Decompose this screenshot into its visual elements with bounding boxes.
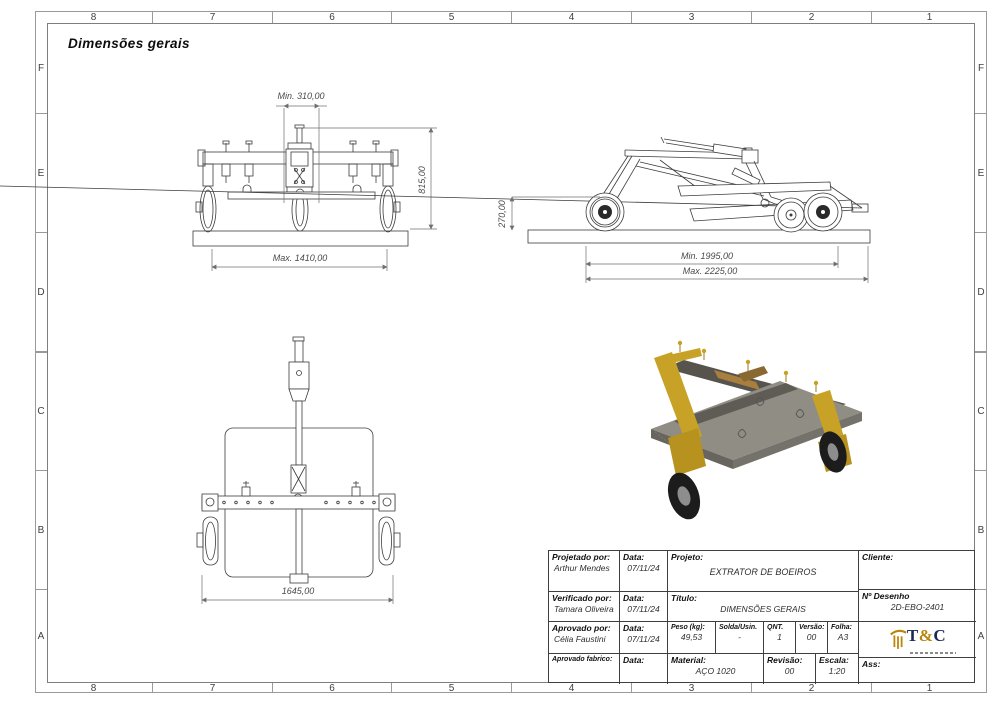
column-icon <box>889 627 907 651</box>
qnt-label: QNT. <box>767 624 784 631</box>
grid-col-label-top: 6 <box>273 11 392 23</box>
titulo-label: Título: <box>671 593 697 603</box>
peso-label: Peso (kg): <box>671 624 705 631</box>
grid-row-label-right: F <box>975 23 987 114</box>
fabrico-label: Aprovado fabrico: <box>552 656 613 663</box>
title-block <box>548 550 975 683</box>
qnt-value: 1 <box>777 632 782 643</box>
grid-col-label-bottom: 4 <box>512 683 632 693</box>
solda-value: - <box>738 632 741 643</box>
data-label: Data: <box>623 593 645 603</box>
grid-col-label-top: 4 <box>512 11 632 23</box>
dim-top-bottom: 1645,00 <box>281 586 315 596</box>
grid-col-label-top: 7 <box>153 11 273 23</box>
grid-col-label-top: 5 <box>392 11 512 23</box>
grid-row-label-left: D <box>35 233 47 352</box>
grid-col-label-bottom: 2 <box>752 683 872 693</box>
projetado-data: 07/11/24 <box>627 562 660 573</box>
data-label: Data: <box>623 655 645 665</box>
grid-col-label-bottom: 1 <box>926 682 933 694</box>
projetado-label: Projetado por: <box>552 552 611 562</box>
logo-ampersand: & <box>918 626 934 645</box>
escala-label: Escala: <box>819 655 849 665</box>
grid-row-label-right: A <box>977 631 985 642</box>
titulo-value: DIMENSÕES GERAIS <box>720 603 806 614</box>
material-label: Material: <box>671 655 706 665</box>
grid-col-label-bottom: 6 <box>273 683 392 693</box>
grid-row-label-right: E <box>975 114 987 233</box>
logo-cell <box>858 621 976 657</box>
dim-front-top: Min. 310,00 <box>277 91 325 101</box>
dim-side-left: 270,00 <box>497 200 507 228</box>
desenho-label: Nº Desenho <box>862 591 910 601</box>
iso-view <box>651 341 862 524</box>
grid-row-label-right: B <box>975 471 987 590</box>
desenho-value: 2D-EBO-2401 <box>890 601 945 612</box>
grid-col-label-bottom: 3 <box>632 683 752 693</box>
top-view <box>197 337 400 604</box>
grid-col-label-top: 2 <box>752 11 872 23</box>
front-dimensions <box>212 91 437 271</box>
grid-row-label-left: E <box>35 114 47 233</box>
grid-col-label-bottom: 8 <box>35 683 153 693</box>
data-label: Data: <box>623 623 645 633</box>
aprovado-value: Célia Faustini <box>554 633 606 644</box>
grid-row-label-left: A <box>37 631 45 642</box>
verificado-value: Tamara Oliveira <box>554 603 614 614</box>
grid-row-label-left: C <box>35 352 47 471</box>
projeto-label: Projeto: <box>671 552 704 562</box>
grid-col-label-top: 1 <box>926 11 933 23</box>
cliente-label: Cliente: <box>862 552 894 562</box>
grid-col-label-top: 8 <box>35 11 153 23</box>
material-value: AÇO 1020 <box>695 665 736 676</box>
grid-col-label-bottom: 5 <box>392 683 512 693</box>
projetado-value: Arthur Mendes <box>554 562 610 573</box>
escala-value: 1:20 <box>828 665 846 676</box>
ass-label: Ass: <box>862 659 881 669</box>
aprovado-label: Aprovado por: <box>552 623 611 633</box>
aprovado-data: 07/11/24 <box>627 633 660 644</box>
logo-letter-t: T <box>906 626 919 645</box>
grid-col-label-bottom: 7 <box>153 683 273 693</box>
logo-subtext <box>910 652 956 654</box>
front-view <box>193 91 437 271</box>
logo-letter-c: C <box>933 626 947 645</box>
folha-value: A3 <box>837 632 849 643</box>
solda-label: Solda/Usin. <box>719 624 758 631</box>
grid-row-label-right: D <box>975 233 987 352</box>
projeto-value: EXTRATOR DE BOEIROS <box>709 566 817 577</box>
peso-value: 49,53 <box>680 632 703 643</box>
grid-row-label-right: C <box>975 352 987 471</box>
revisao-label: Revisão: <box>767 655 803 665</box>
grid-row-label-left: B <box>35 471 47 590</box>
verificado-label: Verificado por: <box>552 593 612 603</box>
company-logo <box>862 627 973 651</box>
page-title: Dimensões gerais <box>68 36 190 51</box>
folha-label: Folha: <box>831 624 852 631</box>
versao-label: Versão: <box>799 624 825 631</box>
grid-row-label-left: F <box>35 23 47 114</box>
grid-col-label-top: 3 <box>632 11 752 23</box>
dim-side-min: Min. 1995,00 <box>680 251 734 261</box>
side-view <box>0 137 870 283</box>
dim-side-max: Max. 2225,00 <box>682 266 738 276</box>
verificado-data: 07/11/24 <box>627 603 660 614</box>
data-label: Data: <box>623 552 645 562</box>
dim-front-bottom: Max. 1410,00 <box>272 253 328 263</box>
versao-value: 00 <box>806 632 817 643</box>
revisao-value: 00 <box>784 665 795 676</box>
dim-front-right: 815,00 <box>417 166 427 194</box>
